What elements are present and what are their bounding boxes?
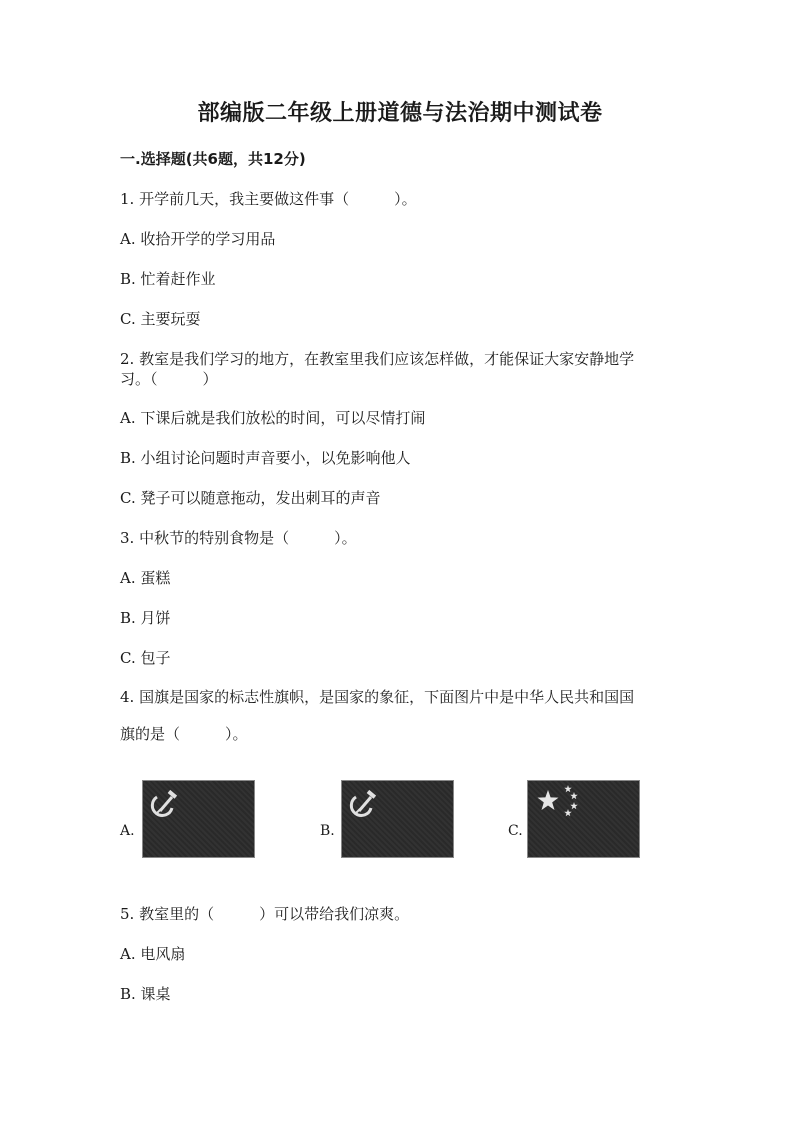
question-3-option-c[interactable]: C. 包子 <box>120 649 171 667</box>
five-star-flag-icon <box>527 780 640 858</box>
question-3-option-b[interactable]: B. 月饼 <box>120 609 171 627</box>
flag-option-b-label: B. <box>320 823 335 839</box>
question-2-option-a[interactable]: A. 下课后就是我们放松的时间，可以尽情打闹 <box>120 409 426 427</box>
question-2-stem-line-2: 习。（ ） <box>120 370 218 388</box>
hammer-sickle-flag-icon <box>142 780 255 858</box>
flag-option-c-label: C. <box>508 823 523 839</box>
flag-option-c[interactable] <box>508 780 648 860</box>
question-5-option-a[interactable]: A. 电风扇 <box>120 945 186 963</box>
hammer-sickle-flag-icon <box>341 780 454 858</box>
question-1-option-c[interactable]: C. 主要玩耍 <box>120 310 201 328</box>
question-4-stem-line-1: 4. 国旗是国家的标志性旗帜，是国家的象征，下面图片中是中华人民共和国国 <box>120 688 635 706</box>
question-1-option-b[interactable]: B. 忙着赶作业 <box>120 270 216 288</box>
question-3-option-a[interactable]: A. 蛋糕 <box>120 569 171 587</box>
question-1-stem: 1. 开学前几天，我主要做这件事（ ）。 <box>120 190 417 208</box>
flag-option-a[interactable] <box>120 780 260 860</box>
flag-option-a-label: A. <box>120 823 135 839</box>
page-title: 部编版二年级上册道德与法治期中测试卷 <box>197 101 603 126</box>
question-3-stem: 3. 中秋节的特别食物是（ ）。 <box>120 529 357 547</box>
flag-option-b[interactable] <box>320 780 460 860</box>
question-2-option-b[interactable]: B. 小组讨论问题时声音要小，以免影响他人 <box>120 449 411 467</box>
question-2-stem-line-1: 2. 教室是我们学习的地方，在教室里我们应该怎样做，才能保证大家安静地学 <box>120 350 635 368</box>
section-heading: 一.选择题(共6题，共12分) <box>120 150 306 168</box>
question-2-option-c[interactable]: C. 凳子可以随意拖动，发出刺耳的声音 <box>120 489 381 507</box>
question-5-option-b[interactable]: B. 课桌 <box>120 985 171 1003</box>
question-5-stem: 5. 教室里的（ ）可以带给我们凉爽。 <box>120 905 410 923</box>
question-1-option-a[interactable]: A. 收拾开学的学习用品 <box>120 230 276 248</box>
question-4-stem-line-2: 旗的是（ ）。 <box>120 725 248 743</box>
